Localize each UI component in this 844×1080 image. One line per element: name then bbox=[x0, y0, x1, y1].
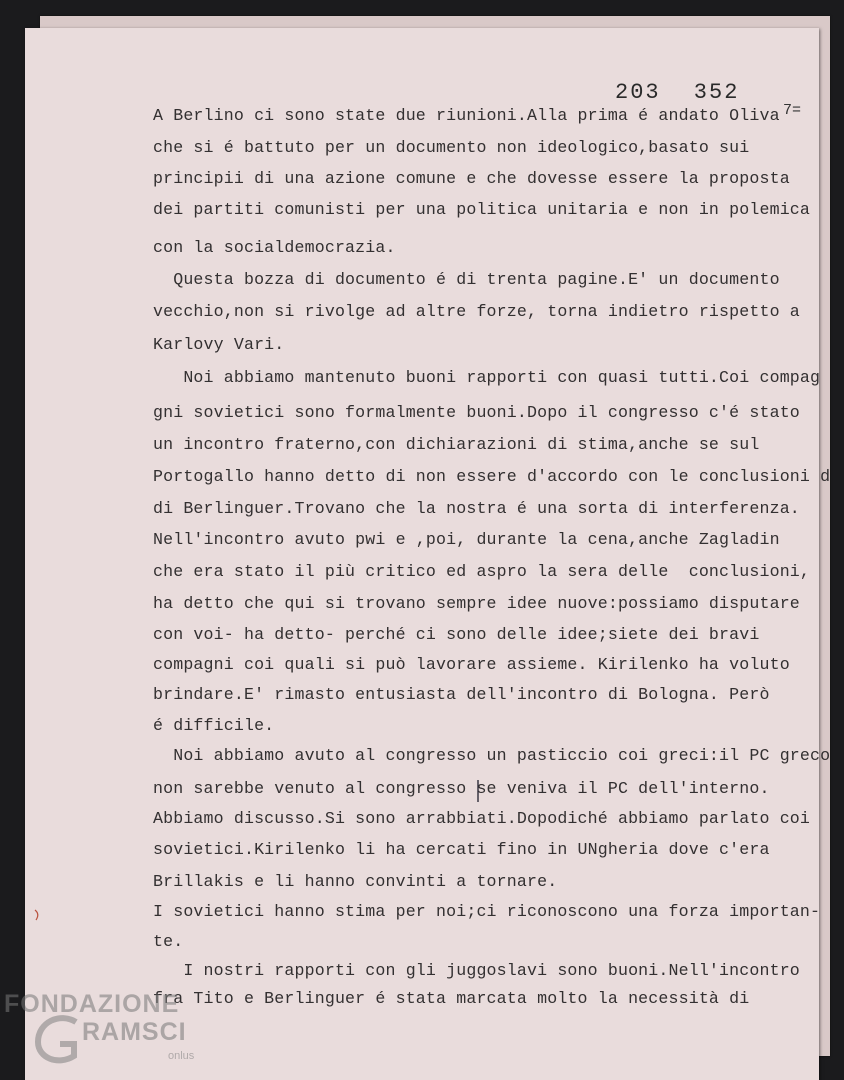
text-line: sovietici.Kirilenko li ha cercati fino in UNgheria dove c'era bbox=[153, 840, 770, 859]
text-line: un incontro fraterno,con dichiarazioni di stima,anche se sul bbox=[153, 435, 760, 454]
text-line: Brillakis e li hanno convinti a tornare. bbox=[153, 872, 558, 891]
text-line: compagni coi quali si può lavorare assieme. Kirilenko ha voluto bbox=[153, 655, 790, 674]
text-line: é difficile. bbox=[153, 716, 275, 735]
text-line: che era stato il più critico ed aspro la sera delle conclusioni, bbox=[153, 562, 811, 581]
watermark-swirl-icon bbox=[30, 1008, 90, 1068]
text-line: Questa bozza di documento é di trenta pagine.E' un documento bbox=[153, 270, 780, 289]
watermark-line2: RAMSCI bbox=[82, 1018, 187, 1046]
text-line: con la socialdemocrazia. bbox=[153, 238, 396, 257]
text-line: principii di una azione comune e che dovesse essere la proposta bbox=[153, 169, 790, 188]
archive-number: 203 352 bbox=[615, 80, 740, 105]
text-line: con voi- ha detto- perché ci sono delle idee;siete dei bravi bbox=[153, 625, 760, 644]
text-line: ha detto che qui si trovano sempre idee nuove:possiamo disputare bbox=[153, 594, 800, 613]
text-line: te. bbox=[153, 932, 184, 951]
text-line: gni sovietici sono formalmente buoni.Dopo il congresso c'é stato bbox=[153, 403, 800, 422]
margin-mark bbox=[33, 908, 43, 922]
text-line: Abbiamo discusso.Si sono arrabbiati.Dopodiché abbiamo parlato coi bbox=[153, 809, 811, 828]
text-line: I sovietici hanno stima per noi;ci riconoscono una forza importan- bbox=[153, 902, 821, 921]
text-line: Noi abbiamo avuto al congresso un pasticcio coi greci:il PC greco bbox=[153, 746, 831, 765]
text-line: che si é battuto per un documento non ideologico,basato sui bbox=[153, 138, 750, 157]
pen-correction-mark bbox=[475, 780, 481, 802]
text-line: Karlovy Vari. bbox=[153, 335, 285, 354]
text-line: non sarebbe venuto al congresso se veniva il PC dell'interno. bbox=[153, 779, 770, 798]
watermark-suffix: onlus bbox=[168, 1050, 195, 1062]
document-page bbox=[25, 28, 831, 1080]
text-line: A Berlino ci sono state due riunioni.Alla prima é andato Oliva bbox=[153, 106, 780, 125]
text-line: vecchio,non si rivolge ad altre forze, torna indietro rispetto a bbox=[153, 302, 800, 321]
page-number: 7= bbox=[783, 102, 802, 119]
text-line: di Berlinguer.Trovano che la nostra é una sorta di interferenza. bbox=[153, 499, 800, 518]
watermark-line1: FONDAZIONE bbox=[4, 990, 180, 1018]
text-line: brindare.E' rimasto entusiasta dell'incontro di Bologna. Però bbox=[153, 685, 770, 704]
text-line: Noi abbiamo mantenuto buoni rapporti con quasi tutti.Coi compag bbox=[153, 368, 821, 387]
foundation-watermark bbox=[0, 990, 210, 1080]
text-line: dei partiti comunisti per una politica unitaria e non in polemica bbox=[153, 200, 811, 219]
text-line: I nostri rapporti con gli juggoslavi sono buoni.Nell'incontro bbox=[153, 961, 800, 980]
text-line: Nell'incontro avuto pwi e ,poi, durante la cena,anche Zagladin bbox=[153, 530, 780, 549]
text-line: fra Tito e Berlinguer é stata marcata molto la necessità di bbox=[153, 989, 750, 1008]
text-line: Portogallo hanno detto di non essere d'accordo con le conclusioni d bbox=[153, 467, 831, 486]
